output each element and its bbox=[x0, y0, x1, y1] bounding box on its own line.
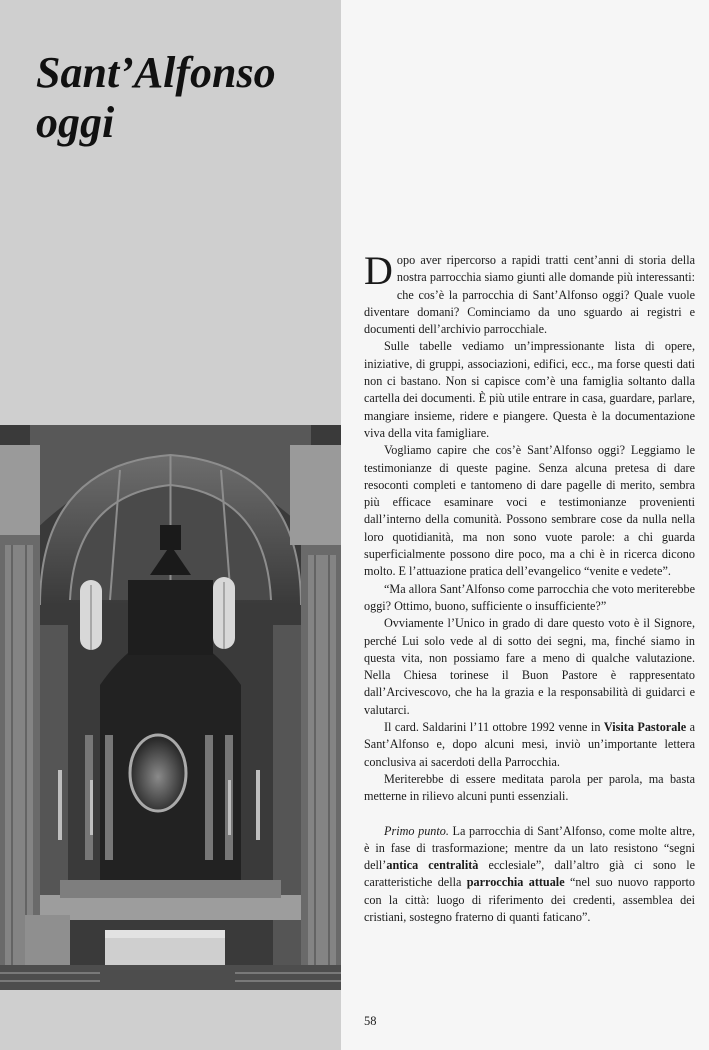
page-number: 58 bbox=[364, 1014, 377, 1028]
drop-cap: D bbox=[364, 248, 393, 293]
page-title bbox=[36, 48, 336, 148]
paragraph-7: Meriterebbe di essere meditata parola per parola, ma basta metterne in rilievo alcuni punti essenziali. bbox=[364, 771, 695, 804]
church-altar-photo bbox=[0, 425, 341, 990]
paragraph-5: Ovviamente l’Unico in grado di dare questo voto è il Signore, perché Lui solo vede al di sotto dei segni, ma, finché siamo in questa vita, non possiamo fare a meno di qualche valutazione. Nella Chiesa torinese il Buon Pastore è rappresentato dall’Arcivescovo, che ha la grazia e la responsabilità di guidarci e valutarci. bbox=[364, 616, 695, 717]
paragraph-2: Sulle tabelle vediamo un’impressionante lista di opere, iniziative, di gruppi, associazioni, edifici, ecc., ma forse questi dati non ci bastano. Non si capisce com’è una famiglia soltanto dalla cartella dei documenti. È più utile entrare in casa, guardare, parlare, mangiare insieme, ridere e piangere. Questa è la documentazione viva della vita famigliare. bbox=[364, 339, 695, 440]
title-line-2: oggi bbox=[36, 98, 115, 147]
article-body bbox=[364, 248, 695, 926]
paragraph-6: Il card. Saldarini l’11 ottobre 1992 venne in Visita Pastorale a Sant’Alfonso e, dopo alcuni mesi, inviò un’importante lettera conclusiva ai sacerdoti della Parrocchia. bbox=[364, 720, 695, 769]
paragraph-8: Primo punto. La parrocchia di Sant’Alfonso, come molte altre, è in fase di trasformazione; mentre da un lato resistono “segni dell’antica centralità ecclesiale”, dall’altro già ci sono le caratteristiche della parrocchia attuale “nel suo nuovo rapporto con la città: luogo di riferimento dei credenti, assemblea dei cristiani, sostegno fraterno di quanti faticano”. bbox=[364, 823, 695, 924]
paragraph-1: Dopo aver ripercorso a rapidi tratti cent’anni di storia della nostra parrocchia siamo giunti alle domande più interessanti: che cos’è la parrocchia di Sant’Alfonso oggi? Quale vuole diventare domani? Cominciamo da uno sguardo ai registri e documenti dell’archivio parrocchiale. bbox=[364, 248, 695, 337]
paragraph-4: “Ma allora Sant’Alfonso come parrocchia che voto meriterebbe oggi? Ottimo, buono, sufficiente o insufficiente?” bbox=[364, 581, 695, 613]
paragraph-3: Vogliamo capire che cos’è Sant’Alfonso oggi? Leggiamo le testimonianze di queste pagine. Senza alcuna pretesa di dare resoconti completi e tantomeno di dare pagelle di merito, sembra più efficace esaminare voci e testimonianze provenienti dall’interno della comunità. Possono sembrare cose da nulla nella loro quotidianità, ma non sono vuote parole: a chi guarda superficialmente possono dire poco, ma a chi è in ricerca dicono molto. E l’attuazione pratica dell’evangelico “venite e vedete”. bbox=[364, 443, 695, 579]
title-line-1: Sant’Alfonso bbox=[36, 48, 276, 97]
